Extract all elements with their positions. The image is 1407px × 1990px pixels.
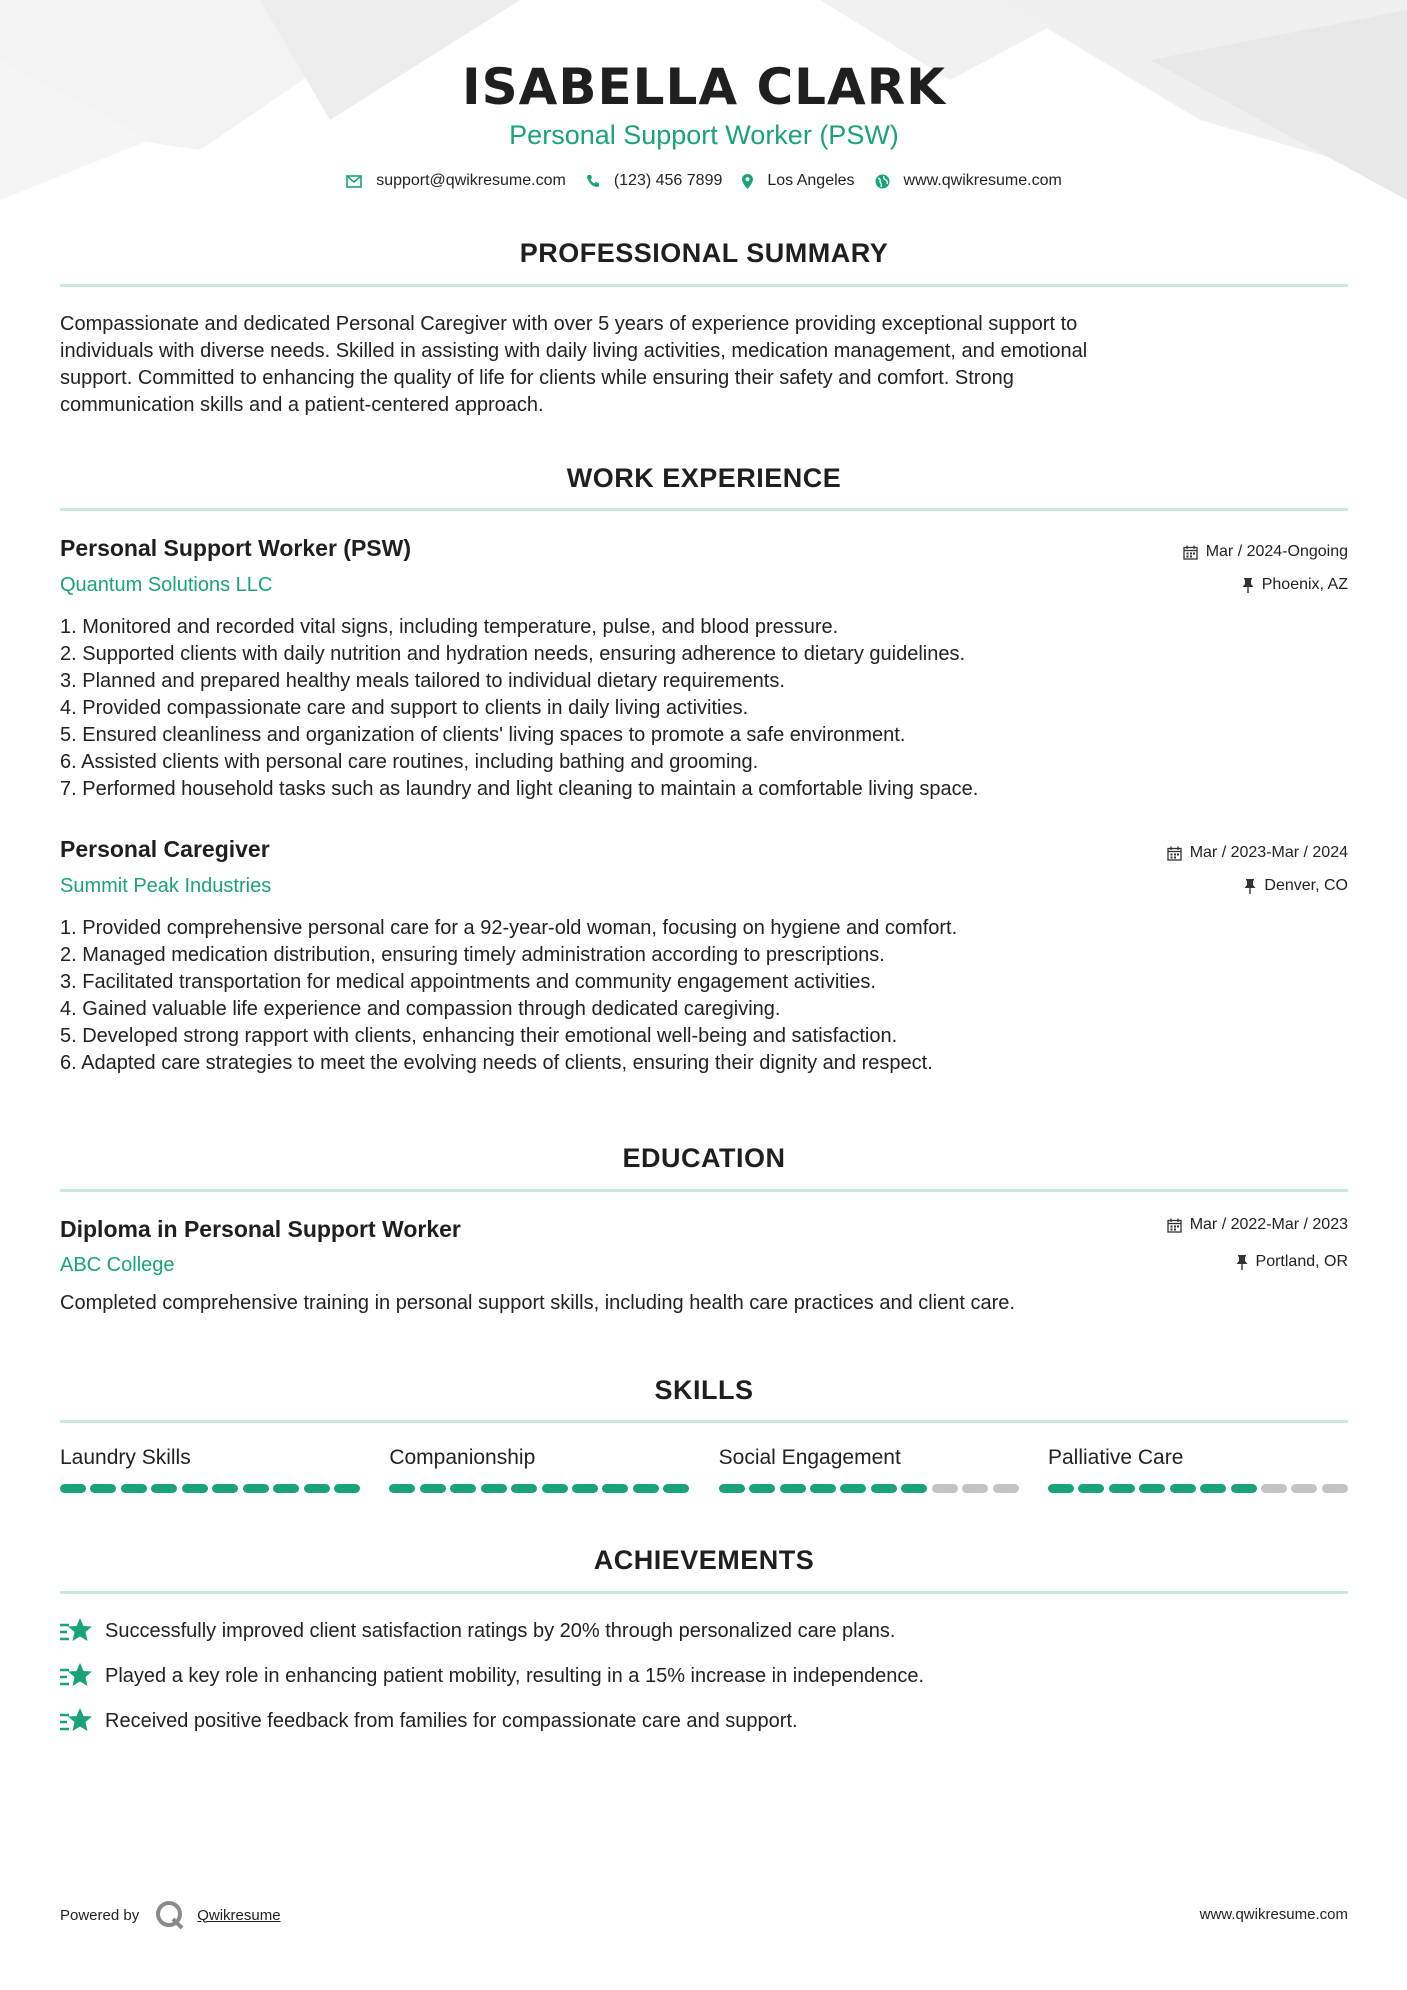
pushpin-icon xyxy=(1242,578,1254,593)
powered-by-label: Powered by xyxy=(60,1906,140,1924)
skill-rating xyxy=(1048,1484,1348,1493)
skill-dot-filled xyxy=(633,1484,659,1493)
skill-dot-filled xyxy=(602,1484,628,1493)
skill-dot-filled xyxy=(810,1484,836,1493)
job-location-text: Denver, CO xyxy=(1264,877,1348,894)
skill-dot-filled xyxy=(749,1484,775,1493)
skill-rating xyxy=(719,1484,1019,1493)
job-dates-text: Mar / 2023-Mar / 2024 xyxy=(1189,844,1348,861)
candidate-name: ISABELLA CLARK xyxy=(462,58,946,116)
skill-name: Laundry Skills xyxy=(60,1446,191,1469)
phone-number: (123) 456 7899 xyxy=(613,172,723,189)
degree-title: Diploma in Personal Support Worker xyxy=(60,1216,461,1242)
footer-powered-by xyxy=(60,1900,281,1930)
qwikresume-logo-icon xyxy=(155,1900,185,1930)
skill-dot-filled xyxy=(60,1484,86,1493)
education-location xyxy=(1236,1253,1348,1271)
summary-line: Compassionate and dedicated Personal Caregiver with over 5 years of experience providing exceptional support to xyxy=(60,313,1078,335)
skill-dot-filled xyxy=(780,1484,806,1493)
skills-list xyxy=(60,1446,1348,1493)
skill-dot-filled xyxy=(901,1484,927,1493)
skill-item xyxy=(1048,1446,1348,1493)
job-location-text: Phoenix, AZ xyxy=(1261,576,1348,593)
experience-heading: WORK EXPERIENCE xyxy=(566,463,842,493)
skill-item xyxy=(60,1446,360,1493)
job-bullets xyxy=(60,614,1348,803)
list-item: 2. Managed medication distribution, ensuring timely administration according to prescriptions. xyxy=(60,944,885,966)
education-location-text: Portland, OR xyxy=(1255,1253,1348,1270)
summary-divider xyxy=(60,284,1348,287)
education-heading: EDUCATION xyxy=(622,1143,786,1173)
skills-heading: SKILLS xyxy=(654,1375,754,1405)
list-item: 2. Supported clients with daily nutrition and hydration needs, ensuring adherence to dietary guidelines. xyxy=(60,643,966,665)
calendar-icon xyxy=(1167,1218,1182,1233)
list-item: 5. Ensured cleanliness and organization of clients' living spaces to promote a safe environment. xyxy=(60,724,906,746)
skill-dot-filled xyxy=(1139,1484,1165,1493)
skill-dot-filled xyxy=(871,1484,897,1493)
skill-item xyxy=(719,1446,1019,1493)
candidate-title: Personal Support Worker (PSW) xyxy=(509,120,899,150)
phone-icon xyxy=(586,174,600,188)
skill-dot-empty xyxy=(993,1484,1019,1493)
skill-dot-filled xyxy=(1078,1484,1104,1493)
summary-text xyxy=(60,311,1348,419)
email-link[interactable]: support@qwikresume.com xyxy=(376,172,566,189)
list-item: 4. Provided compassionate care and support to clients in daily living activities. xyxy=(60,697,749,719)
company-name: Summit Peak Industries xyxy=(60,875,272,897)
skill-dot-empty xyxy=(962,1484,988,1493)
skill-dot-filled xyxy=(1109,1484,1135,1493)
skill-dot-filled xyxy=(1231,1484,1257,1493)
skill-dot-filled xyxy=(212,1484,238,1493)
skill-dot-empty xyxy=(1261,1484,1287,1493)
education-dates-text: Mar / 2022-Mar / 2023 xyxy=(1189,1216,1348,1233)
skill-dot-filled xyxy=(481,1484,507,1493)
list-item: 5. Developed strong rapport with clients, enhancing their emotional well-being and satisfaction. xyxy=(60,1025,898,1047)
skill-dot-filled xyxy=(182,1484,208,1493)
website-link[interactable]: www.qwikresume.com xyxy=(903,172,1062,189)
skill-dot-filled xyxy=(511,1484,537,1493)
skill-dot-filled xyxy=(151,1484,177,1493)
brand-link[interactable]: Qwikresume xyxy=(197,1906,281,1924)
job-title: Personal Support Worker (PSW) xyxy=(60,535,412,561)
job-bullets xyxy=(60,915,1348,1077)
star-icon xyxy=(60,1706,94,1736)
skill-dot-filled xyxy=(1200,1484,1226,1493)
summary-heading: PROFESSIONAL SUMMARY xyxy=(519,238,889,268)
skill-dot-filled xyxy=(243,1484,269,1493)
skill-dot-filled xyxy=(273,1484,299,1493)
list-item: 3. Facilitated transportation for medical appointments and community engagement activities. xyxy=(60,971,876,993)
achievement-item xyxy=(60,1661,1348,1691)
skills-divider xyxy=(60,1420,1348,1423)
envelope-icon xyxy=(346,175,362,188)
achievement-item xyxy=(60,1706,1348,1736)
summary-line: communication skills and a patient-centered approach. xyxy=(60,394,544,416)
calendar-icon xyxy=(1167,846,1182,861)
achievement-text: Successfully improved client satisfaction ratings by 20% through personalized care plans. xyxy=(105,1619,896,1642)
skill-dot-filled xyxy=(389,1484,415,1493)
education-description: Completed comprehensive training in personal support skills, including health care practices and client care. xyxy=(60,1292,1015,1314)
skill-dot-filled xyxy=(840,1484,866,1493)
skill-dot-filled xyxy=(572,1484,598,1493)
summary-line: individuals with diverse needs. Skilled in assisting with daily living activities, medication management, and emotional xyxy=(60,340,1088,362)
list-item: 1. Provided comprehensive personal care for a 92-year-old woman, focusing on hygiene and comfort. xyxy=(60,917,958,939)
globe-icon xyxy=(875,174,890,189)
skill-dot-empty xyxy=(932,1484,958,1493)
job-dates xyxy=(1183,543,1348,561)
star-icon xyxy=(60,1661,94,1691)
location-text: Los Angeles xyxy=(767,172,855,189)
skill-name: Companionship xyxy=(389,1446,536,1469)
skill-dot-filled xyxy=(420,1484,446,1493)
list-item: 6. Assisted clients with personal care routines, including bathing and grooming. xyxy=(60,751,759,773)
skill-dot-empty xyxy=(1322,1484,1348,1493)
achievement-item xyxy=(60,1616,1348,1646)
job-dates xyxy=(1167,844,1348,862)
skill-item xyxy=(389,1446,689,1493)
skill-dot-filled xyxy=(334,1484,360,1493)
skill-name: Social Engagement xyxy=(718,1446,901,1469)
skill-name: Palliative Care xyxy=(1047,1446,1184,1469)
contact-bar xyxy=(60,172,1348,190)
list-item: 1. Monitored and recorded vital signs, including temperature, pulse, and blood pressure. xyxy=(60,616,839,638)
star-icon xyxy=(60,1616,94,1646)
list-item: 4. Gained valuable life experience and compassion through dedicated caregiving. xyxy=(60,998,781,1020)
company-name: Quantum Solutions LLC xyxy=(60,574,273,596)
skill-dot-filled xyxy=(1048,1484,1074,1493)
achievements-divider xyxy=(60,1591,1348,1594)
summary-line: support. Committed to enhancing the quality of life for clients while ensuring their safety and comfort. Strong xyxy=(60,367,1014,389)
pushpin-icon xyxy=(1244,879,1256,894)
pushpin-icon xyxy=(1236,1255,1248,1270)
job-location xyxy=(1242,576,1348,594)
job-dates-text: Mar / 2024-Ongoing xyxy=(1205,543,1348,560)
skill-rating xyxy=(389,1484,689,1493)
job-location xyxy=(1244,877,1348,895)
skill-rating xyxy=(60,1484,360,1493)
achievement-text: Received positive feedback from families for compassionate care and support. xyxy=(105,1709,798,1732)
skill-dot-filled xyxy=(90,1484,116,1493)
education-dates xyxy=(1167,1216,1348,1234)
education-divider xyxy=(60,1189,1348,1192)
achievements-heading: ACHIEVEMENTS xyxy=(593,1545,815,1575)
skill-dot-filled xyxy=(719,1484,745,1493)
school-name: ABC College xyxy=(60,1254,175,1276)
achievement-text: Played a key role in enhancing patient mobility, resulting in a 15% increase in independence. xyxy=(105,1664,925,1687)
calendar-icon xyxy=(1183,545,1198,560)
list-item: 7. Performed household tasks such as laundry and light cleaning to maintain a comfortable living space. xyxy=(60,778,979,800)
skill-dot-empty xyxy=(1291,1484,1317,1493)
footer-website[interactable]: www.qwikresume.com xyxy=(1199,1906,1348,1923)
skill-dot-filled xyxy=(542,1484,568,1493)
job-title: Personal Caregiver xyxy=(60,836,270,862)
skill-dot-filled xyxy=(121,1484,147,1493)
list-item: 3. Planned and prepared healthy meals tailored to individual dietary requirements. xyxy=(60,670,785,692)
list-item: 6. Adapted care strategies to meet the evolving needs of clients, ensuring their dignity and respect. xyxy=(60,1052,933,1074)
experience-divider xyxy=(60,508,1348,511)
map-pin-icon xyxy=(742,174,753,189)
skill-dot-filled xyxy=(450,1484,476,1493)
skill-dot-filled xyxy=(1170,1484,1196,1493)
skill-dot-filled xyxy=(304,1484,330,1493)
skill-dot-filled xyxy=(663,1484,689,1493)
